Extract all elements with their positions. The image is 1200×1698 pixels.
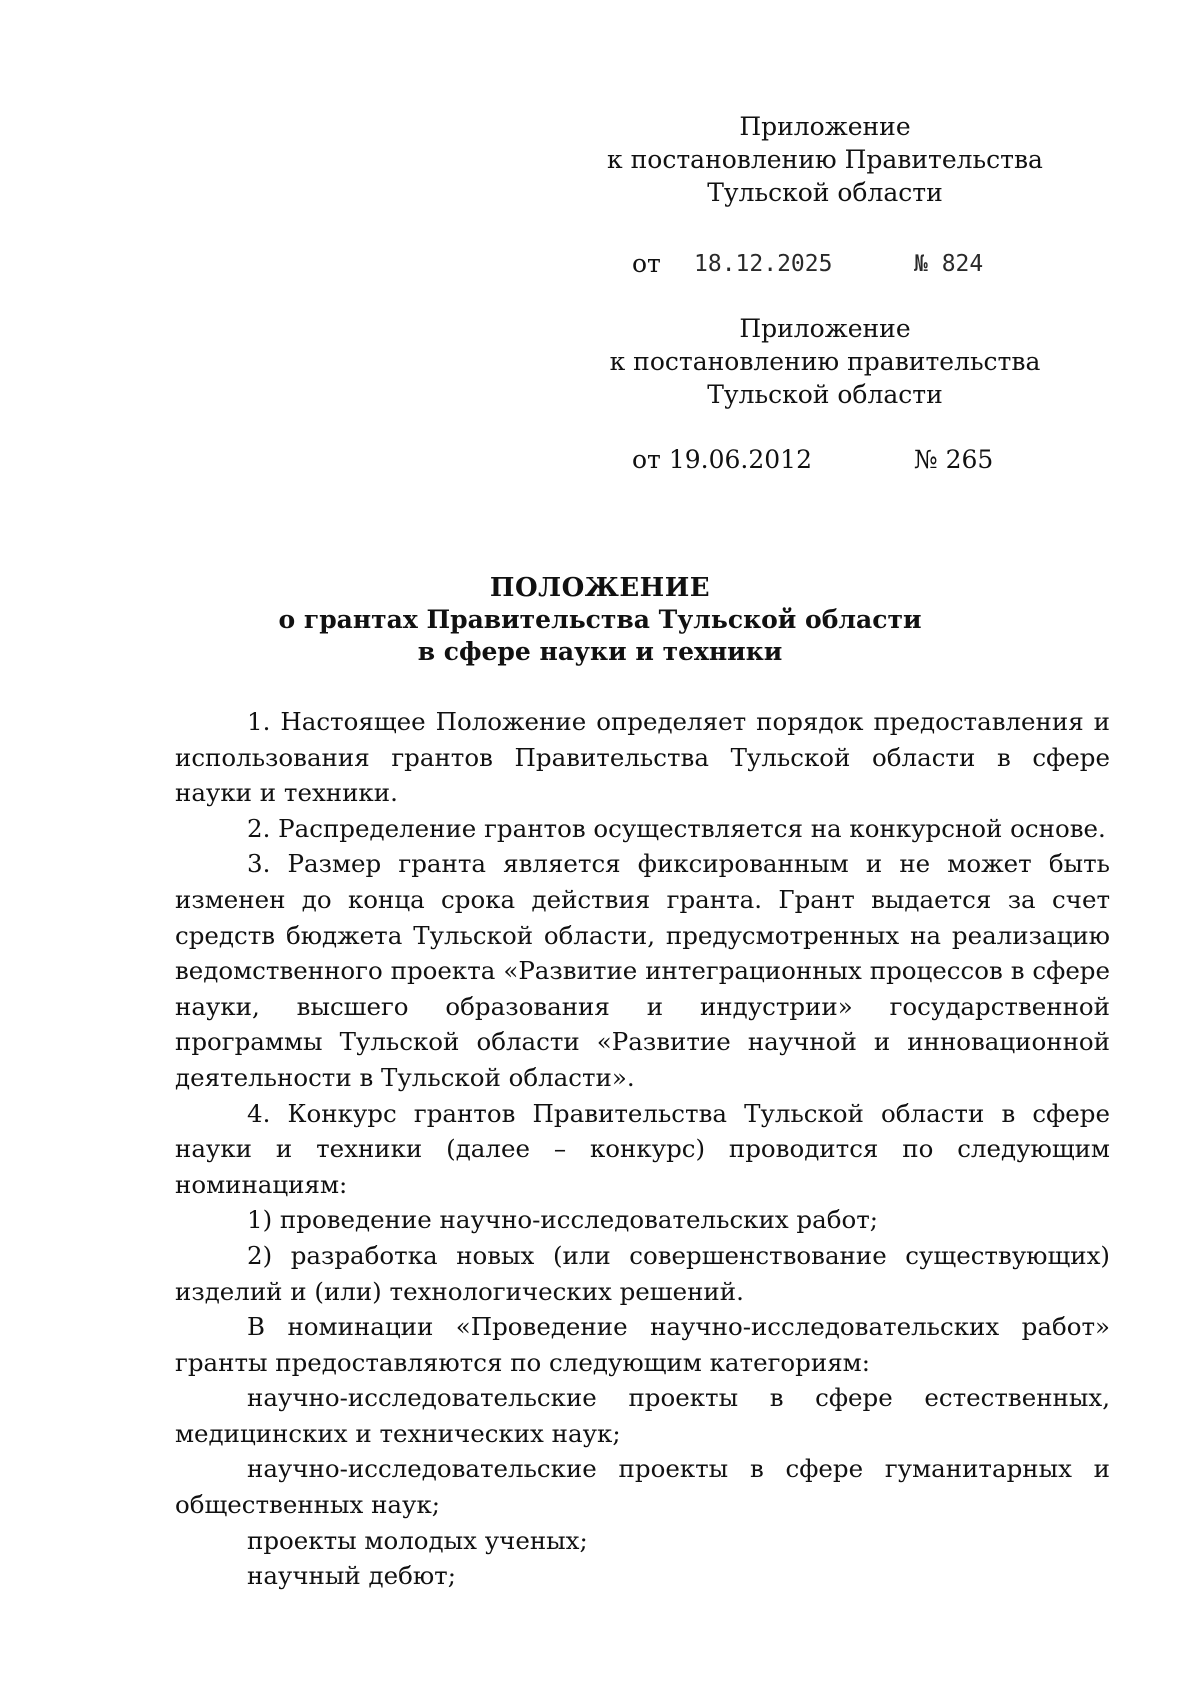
category-item: научно-исследовательские проекты в сфере естественных, медицинских и технических наук; <box>175 1383 1110 1448</box>
title-line: о грантах Правительства Тульской области <box>278 605 922 634</box>
header-line: Тульской области <box>707 178 943 207</box>
appendix-header-original <box>600 312 1050 411</box>
decree-number: № 824 <box>914 251 984 277</box>
list-item: 2) разработка новых (или совершенствование существующих) изделий и (или) технологических решений. <box>175 1240 1110 1306</box>
decree-date: 18.12.2025 <box>694 251 833 277</box>
header-line: к постановлению Правительства <box>607 145 1043 174</box>
original-decree-date: от 19.06.2012 <box>632 445 812 474</box>
category-item: научный дебют; <box>247 1561 456 1591</box>
registration-line-current <box>632 248 1032 280</box>
header-line: Приложение <box>739 112 911 141</box>
document-body <box>175 704 1110 1594</box>
date-prefix: от <box>632 249 661 278</box>
category-item: проекты молодых ученых; <box>247 1525 588 1555</box>
title-line: в сфере науки и техники <box>417 637 783 666</box>
paragraph: 1. Настоящее Положение определяет порядок предоставления и использования грантов Правительства Тульской области в сфере науки и техники. <box>175 707 1110 808</box>
header-line: Приложение <box>739 314 911 343</box>
title-line: ПОЛОЖЕНИЕ <box>489 573 711 603</box>
paragraph: 2. Распределение грантов осуществляется на конкурсной основе. <box>247 813 1106 843</box>
list-item: 1) проведение научно-исследовательских работ; <box>247 1205 879 1235</box>
original-decree-number: № 265 <box>914 445 994 474</box>
header-line: Тульской области <box>707 380 943 409</box>
registration-line-original <box>632 444 1032 476</box>
document-title <box>175 572 1025 668</box>
paragraph: 4. Конкурс грантов Правительства Тульской области в сфере науки и техники (далее – конкурс) проводится по следующим номинациям: <box>175 1098 1110 1199</box>
paragraph: В номинации «Проведение научно-исследовательских работ» гранты предоставляются по следующим категориям: <box>175 1312 1110 1377</box>
header-line: к постановлению правительства <box>609 347 1041 376</box>
paragraph: 3. Размер гранта является фиксированным и не может быть изменен до конца срока действия гранта. Грант выдается за счет средств бюджета Тульской области, предусмотренных на реализацию ведомственного проекта «Развитие интеграционных процессов в сфере науки, высшего образования и индустрии» государственной программы Тульской области «Развитие научной и инновационной деятельности в Тульской области». <box>175 849 1110 1092</box>
category-item: научно-исследовательские проекты в сфере гуманитарных и общественных наук; <box>175 1454 1110 1520</box>
appendix-header-current <box>600 110 1050 209</box>
